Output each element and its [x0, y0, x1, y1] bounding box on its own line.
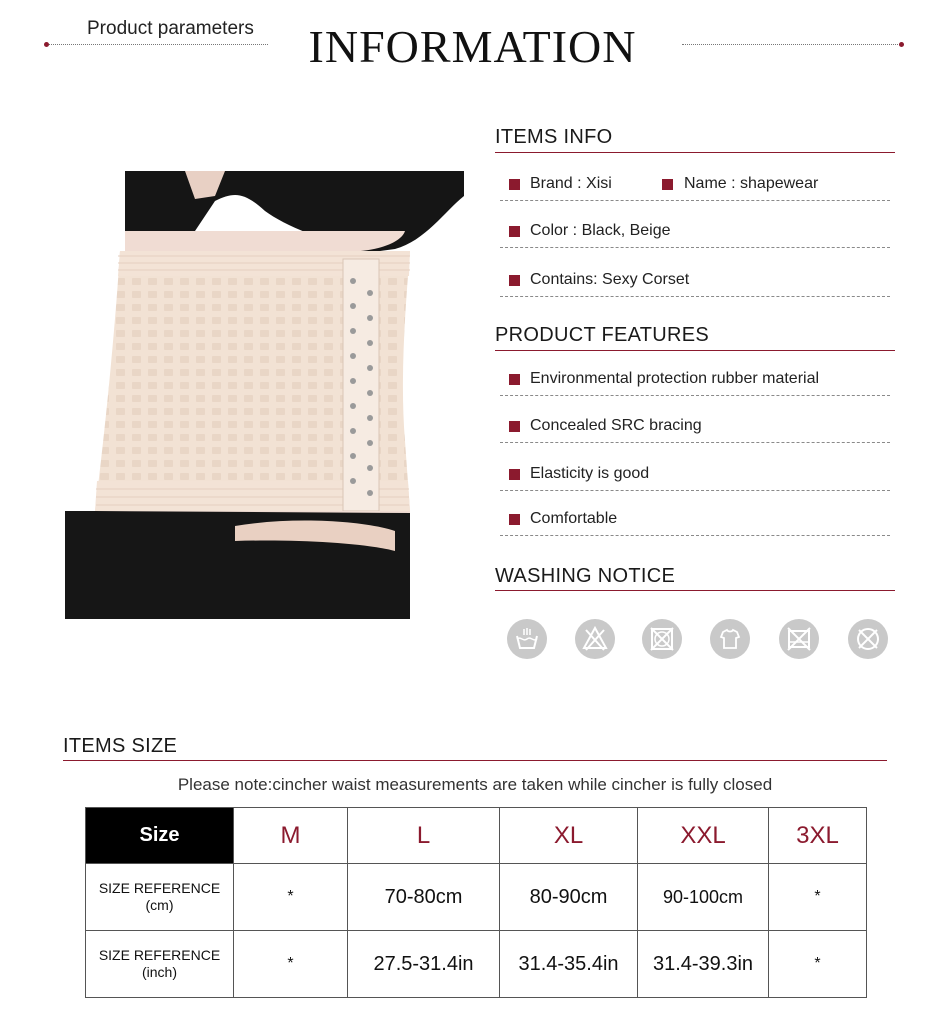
- color-value: Color : Black, Beige: [530, 222, 671, 239]
- table-cell: *: [769, 864, 867, 931]
- bullet-square: [662, 179, 673, 190]
- header-left-divider: [46, 44, 268, 45]
- table-cell: 31.4-39.3in: [638, 931, 769, 998]
- product-image: [65, 171, 464, 619]
- size-header-m: M: [234, 808, 348, 864]
- table-cell: 90-100cm: [638, 864, 769, 931]
- items-info-title: ITEMS INFO: [495, 126, 613, 148]
- row-label-main: SIZE REFERENCE: [98, 947, 221, 963]
- items-size-rule: [63, 760, 887, 761]
- size-header-l: L: [348, 808, 500, 864]
- do-not-tumble-dry-icon: [642, 619, 682, 659]
- row-label: [86, 931, 234, 998]
- do-not-dry-clean-icon: [848, 619, 888, 659]
- table-row: [86, 931, 867, 998]
- header-right-dot: [899, 42, 904, 47]
- info-row-contains: [500, 271, 890, 297]
- header-right-divider: [682, 44, 904, 45]
- size-table-header-row: [86, 808, 867, 864]
- features-title: PRODUCT FEATURES: [495, 324, 710, 346]
- table-cell: 27.5-31.4in: [348, 931, 500, 998]
- header-left-dot: [44, 42, 49, 47]
- table-cell: *: [234, 864, 348, 931]
- feature-text: Concealed SRC bracing: [530, 417, 702, 434]
- bullet-square: [509, 275, 520, 286]
- size-note: Please note:cincher waist measurements are taken while cincher is fully closed: [177, 775, 773, 794]
- row-label: [86, 864, 234, 931]
- features-rule: [495, 350, 895, 351]
- bullet-square: [509, 179, 520, 190]
- size-table: [85, 807, 867, 998]
- waist-cincher-illustration: [65, 171, 464, 619]
- table-cell: *: [769, 931, 867, 998]
- contains-value: Contains: Sexy Corset: [530, 271, 690, 288]
- info-row-brand-name: [500, 175, 890, 201]
- size-header-xxl: XXL: [638, 808, 769, 864]
- bullet-square: [509, 226, 520, 237]
- hand-wash-icon: [507, 619, 547, 659]
- table-row: [86, 864, 867, 931]
- washing-title: WASHING NOTICE: [495, 565, 676, 587]
- items-info-rule: [495, 152, 895, 153]
- items-size-title: ITEMS SIZE: [63, 735, 178, 757]
- size-header-3xl: 3XL: [769, 808, 867, 864]
- do-not-iron-icon: [779, 619, 819, 659]
- table-cell: 80-90cm: [500, 864, 638, 931]
- bullet-square: [509, 374, 520, 385]
- table-cell: 70-80cm: [348, 864, 500, 931]
- feature-item: [500, 510, 890, 536]
- feature-item: [500, 417, 890, 443]
- bullet-square: [509, 421, 520, 432]
- feature-text: Elasticity is good: [530, 465, 650, 482]
- info-row-color: [500, 222, 890, 248]
- page-title: INFORMATION: [308, 21, 637, 72]
- row-label-main: SIZE REFERENCE: [98, 880, 221, 896]
- bullet-square: [509, 469, 520, 480]
- feature-text: Environmental protection rubber material: [530, 370, 820, 387]
- name-value: Name : shapewear: [684, 175, 819, 192]
- row-label-unit: (cm): [145, 897, 174, 913]
- feature-item: [500, 370, 890, 396]
- size-header-cell: Size: [86, 808, 234, 864]
- brand-value: Brand : Xisi: [530, 175, 612, 192]
- row-label-unit: (inch): [141, 964, 177, 980]
- header-subtitle: Product parameters: [87, 18, 254, 39]
- feature-item: [500, 465, 890, 491]
- washing-rule: [495, 590, 895, 591]
- size-header-xl: XL: [500, 808, 638, 864]
- table-cell: 31.4-35.4in: [500, 931, 638, 998]
- do-not-bleach-icon: [575, 619, 615, 659]
- feature-text: Comfortable: [530, 510, 618, 527]
- bullet-square: [509, 514, 520, 525]
- table-cell: *: [234, 931, 348, 998]
- dry-flat-icon: [710, 619, 750, 659]
